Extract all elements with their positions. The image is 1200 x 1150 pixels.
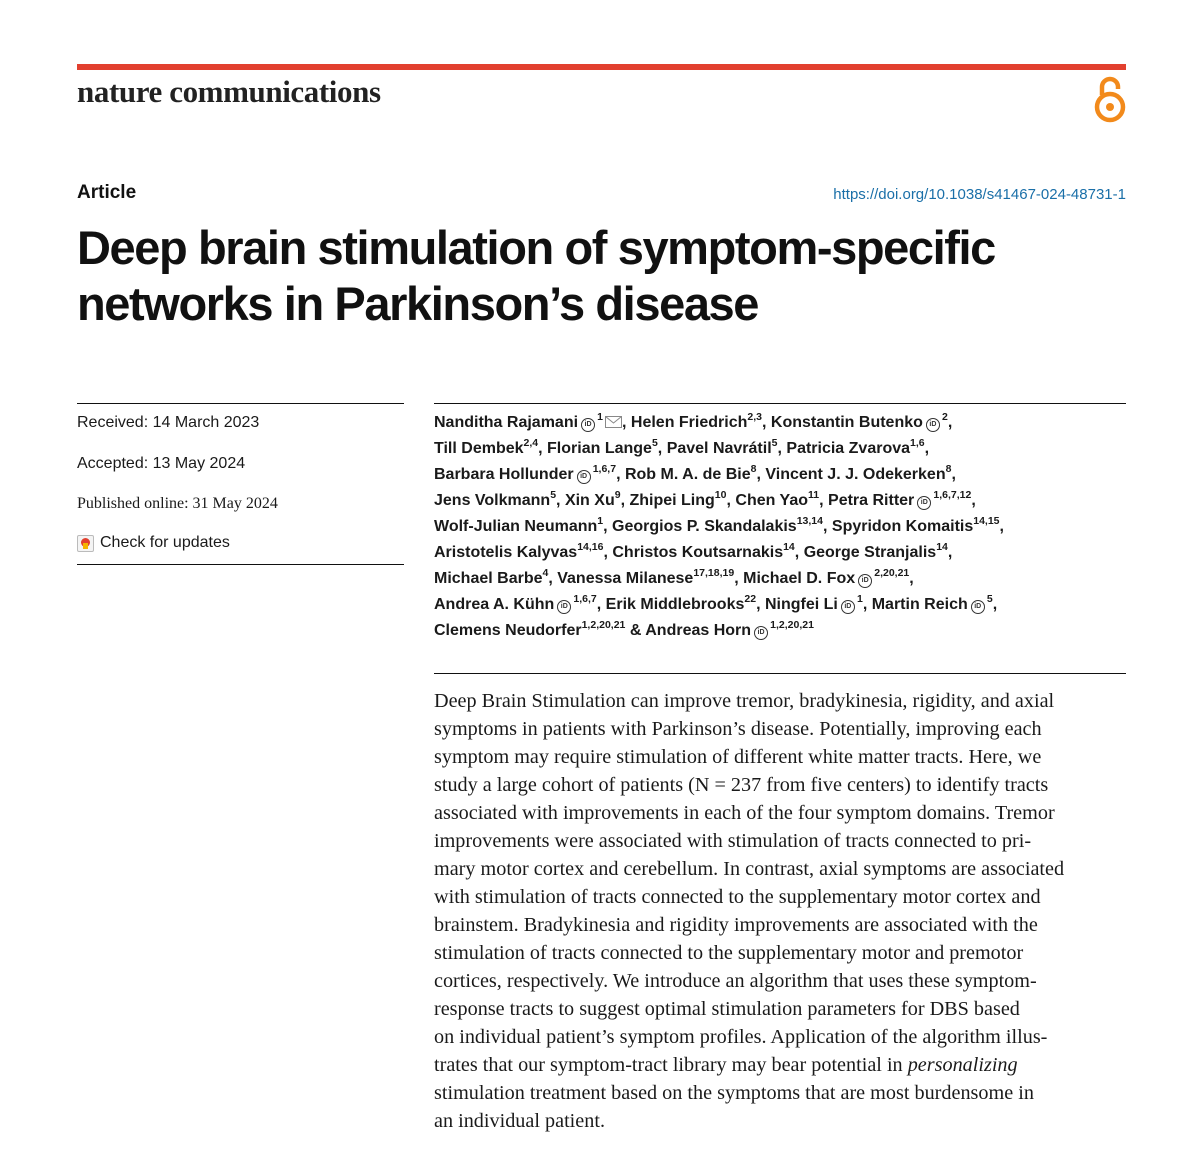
affiliation-marker: 5	[651, 436, 658, 449]
abstract-emphasis: personalizing	[907, 1054, 1018, 1076]
author-name[interactable]: Georgios P. Skandalakis$^{13,14}$	[612, 514, 823, 535]
affiliation-marker: 1,2,20,21	[768, 618, 814, 631]
affiliation-marker: 1	[595, 410, 603, 423]
published-date: Published online: 31 May 2024	[77, 495, 278, 512]
author-name[interactable]: Till Dembek$^{2,4}$	[434, 436, 539, 457]
author-name[interactable]: Vanessa Milanese$^{17,18,19}$	[557, 566, 735, 587]
abstract-line: associated with improvements in each of the four symptom domains. Tremor	[434, 802, 1055, 824]
orcid-icon[interactable]: iD	[841, 600, 855, 614]
affiliation-marker: 1	[597, 514, 604, 527]
accepted-date: Accepted: 13 May 2024	[77, 455, 246, 472]
affiliation-marker: 2,4	[523, 436, 539, 449]
title-line: Deep brain stimulation of symptom-specific	[77, 221, 995, 274]
affiliation-marker: 22	[744, 592, 757, 605]
affiliation-marker: 2,20,21	[872, 566, 910, 579]
affiliation-marker: 1	[854, 592, 863, 605]
affiliation-marker: 13,14	[796, 514, 823, 527]
orcid-icon[interactable]: iD	[557, 600, 571, 614]
orcid-icon[interactable]: iD	[917, 496, 931, 510]
check-for-updates-button[interactable]	[77, 534, 230, 552]
affiliation-marker: 14,15	[973, 514, 1000, 527]
author-name[interactable]: Petra Ritter iD $^{1,6,7,12}$	[828, 488, 972, 509]
author-name[interactable]: Andreas Horn iD $^{1,2,20,21}$	[645, 618, 814, 639]
abstract-line: trates that our symptom-tract library may bear potential in personalizing	[434, 1054, 1018, 1076]
affiliation-marker: 4	[542, 566, 549, 579]
author-name[interactable]: Spyridon Komaitis$^{14,15}$	[831, 514, 1000, 535]
author-list: Nanditha Rajamani iD $^1$ , Helen Friedrich$^{2,3}$, Konstantin Butenko iD $^2$, Till Dembek$^{2,4}$, Florian Lange$^5$, Pavel Navrátil$^5$, Patricia Zvarova$^{1,6}$, Barbara Hollunder iD $^{1,6,7}$, Rob M. A. de Bie$^8$, Vincent J. J. Odekerken$^8$, Jens Volkmann$^5$, Xin Xu$^9$, Zhipei Ling$^{10}$, Chen Yao$^{11}$, Petra Ritter iD $^{1,6,7,12}$, Wolf-Julian Neumann$^1$, Georgios P. Skandalakis$^{13,14}$, Spyridon Komaitis$^{14,15}$, Aristotelis Kalyvas$^{14,16}$, Christos Koutsarnakis$^{14}$, George Stranjalis$^{14}$, Michael Barbe$^4$, Vanessa Milanese$^{17,18,19}$, Michael D. Fox iD $^{2,20,21}$, Andrea A. Kühn iD $^{1,6,7}$, Erik Middlebrooks$^{22}$, Ningfei Li iD $^1$, Martin Reich iD $^5$, Clemens Neudorfer$^{1,2,20,21}$ & Andreas Horn iD $^{1,2,20,21}$	[434, 410, 1004, 639]
affiliation-marker: 11	[808, 488, 820, 501]
author-name[interactable]: Andrea A. Kühn iD $^{1,6,7}$	[434, 592, 597, 613]
affiliation-marker: 17,18,19	[693, 566, 735, 579]
affiliation-marker: 14	[936, 540, 948, 553]
meta-divider-top	[77, 403, 404, 404]
author-name[interactable]: Wolf-Julian Neumann$^1$	[434, 514, 604, 535]
article-title	[77, 220, 1137, 332]
author-name[interactable]: Aristotelis Kalyvas$^{14,16}$	[434, 540, 604, 561]
author-name[interactable]: Ningfei Li iD $^1$	[764, 592, 863, 613]
title-line: networks in Parkinson’s disease	[77, 277, 759, 330]
affiliation-marker: 2,3	[747, 410, 762, 423]
author-name[interactable]: Xin Xu$^9$	[564, 488, 621, 509]
article-type-label: Article	[77, 182, 137, 203]
orcid-icon[interactable]: iD	[577, 470, 591, 484]
affiliation-marker: 10	[714, 488, 727, 501]
author-name[interactable]: Martin Reich iD $^5$	[871, 592, 993, 613]
check-updates-icon	[77, 535, 94, 552]
abstract-line: Deep Brain Stimulation can improve tremor, bradykinesia, rigidity, and axial	[434, 690, 1055, 712]
affiliation-marker: 2	[939, 410, 948, 423]
abstract-line: stimulation treatment based on the symptoms that are most burdensome in	[434, 1082, 1034, 1104]
author-name[interactable]: Pavel Navrátil$^5$	[666, 436, 778, 457]
author-name[interactable]: Rob M. A. de Bie$^8$	[624, 462, 757, 483]
affiliation-marker: 9	[614, 488, 621, 501]
authors-divider-top	[434, 403, 1126, 404]
abstract-line: an individual patient.	[434, 1110, 605, 1132]
affiliation-marker: 5	[984, 592, 993, 605]
orcid-icon[interactable]: iD	[754, 626, 768, 640]
affiliation-marker: 1,6	[910, 436, 925, 449]
header-accent-rule	[77, 64, 1126, 70]
abstract-line: with stimulation of tracts connected to the supplementary motor cortex and	[434, 886, 1041, 908]
affiliation-marker: 1,6,7	[590, 462, 617, 475]
author-name[interactable]: Florian Lange$^5$	[547, 436, 658, 457]
abstract-line: cortices, respectively. We introduce an algorithm that uses these symptom-	[434, 970, 1037, 992]
author-name[interactable]: Christos Koutsarnakis$^{14}$	[612, 540, 795, 561]
abstract-line: mary motor cortex and cerebellum. In contrast, axial symptoms are associated	[434, 858, 1065, 880]
orcid-icon[interactable]: iD	[581, 418, 595, 432]
author-name[interactable]: Patricia Zvarova$^{1,6}$	[786, 436, 925, 457]
author-name[interactable]: Vincent J. J. Odekerken$^8$	[765, 462, 952, 483]
affiliation-marker: 8	[945, 462, 952, 475]
received-date: Received: 14 March 2023	[77, 414, 260, 431]
affiliation-marker: 14	[783, 540, 795, 553]
affiliation-marker: 14,16	[577, 540, 604, 553]
abstract-line: symptom may require stimulation of different white matter tracts. Here, we	[434, 746, 1042, 768]
abstract-line: response tracts to suggest optimal stimulation parameters for DBS based	[434, 998, 1020, 1020]
meta-divider-bottom	[77, 564, 404, 565]
author-name[interactable]: Zhipei Ling$^{10}$	[629, 488, 727, 509]
author-name[interactable]: Konstantin Butenko iD $^2$	[770, 410, 948, 431]
author-name[interactable]: Michael Barbe$^4$	[434, 566, 549, 587]
abstract-line: study a large cohort of patients (N = 237 from five centers) to identify tracts	[434, 774, 1049, 796]
author-name[interactable]: Chen Yao$^{11}$	[735, 488, 820, 509]
abstract-text	[434, 687, 1134, 1135]
author-name[interactable]: Michael D. Fox iD $^{2,20,21}$	[743, 566, 910, 587]
doi-link[interactable]: https://doi.org/10.1038/s41467-024-48731-1	[833, 186, 1126, 203]
author-name[interactable]: George Stranjalis$^{14}$	[803, 540, 948, 561]
author-name[interactable]: Jens Volkmann$^5$	[434, 488, 557, 509]
email-icon[interactable]	[605, 416, 622, 428]
author-name[interactable]: Erik Middlebrooks$^{22}$	[605, 592, 757, 613]
affiliation-marker: 5	[771, 436, 778, 449]
affiliation-marker: 8	[750, 462, 757, 475]
affiliation-marker: 5	[550, 488, 557, 501]
journal-name[interactable]: nature communications	[77, 74, 381, 109]
abstract-line: on individual patient’s symptom profiles. Application of the algorithm illus-	[434, 1026, 1048, 1048]
abstract-line: brainstem. Bradykinesia and rigidity improvements are associated with the	[434, 914, 1038, 936]
check-updates-label: Check for updates	[100, 534, 230, 551]
affiliation-marker: 1,6,7	[571, 592, 597, 605]
orcid-icon[interactable]: iD	[858, 574, 872, 588]
abstract-divider	[434, 673, 1126, 674]
affiliation-marker: 1,6,7,12	[931, 488, 972, 501]
author-name[interactable]: Clemens Neudorfer$^{1,2,20,21}$	[434, 618, 626, 639]
author-name[interactable]: Helen Friedrich$^{2,3}$	[630, 410, 762, 431]
author-name[interactable]: Barbara Hollunder iD $^{1,6,7}$	[434, 462, 617, 483]
affiliation-marker: 1,2,20,21	[581, 618, 626, 631]
orcid-icon[interactable]: iD	[926, 418, 940, 432]
author-name[interactable]: Nanditha Rajamani iD $^1$	[434, 414, 622, 431]
abstract-line: stimulation of tracts connected to the supplementary motor and premotor	[434, 942, 1024, 964]
abstract-line: improvements were associated with stimulation of tracts connected to pri-	[434, 830, 1032, 852]
open-access-lock-icon[interactable]	[1093, 73, 1127, 125]
abstract-line: symptoms in patients with Parkinson’s disease. Potentially, improving each	[434, 718, 1042, 740]
orcid-icon[interactable]: iD	[971, 600, 985, 614]
